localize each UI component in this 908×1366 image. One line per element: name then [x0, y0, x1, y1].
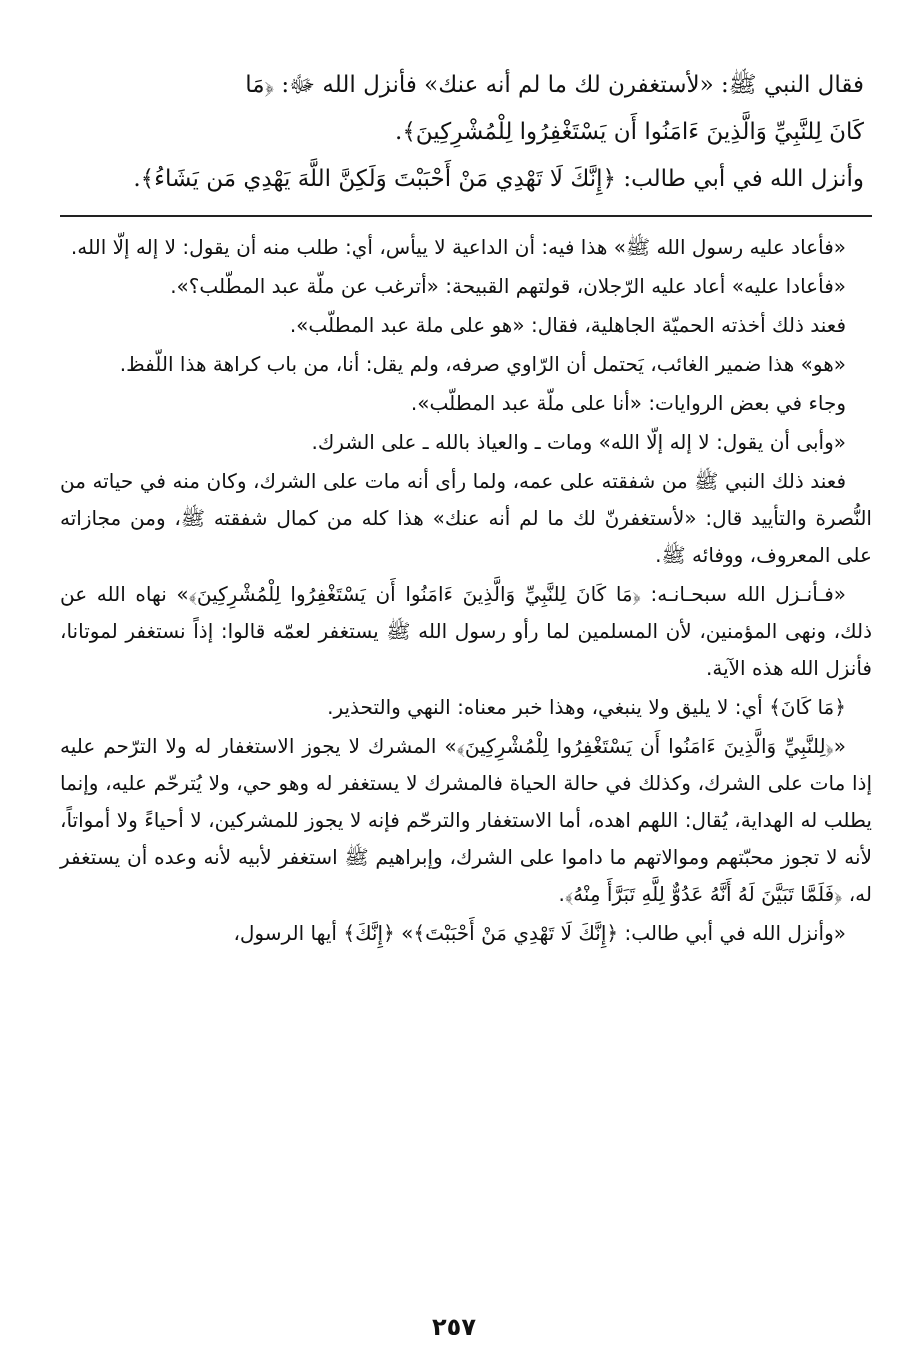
commentary-paragraph: ﴿مَا كَانَ﴾ أي: لا يليق ولا ينبغي، وهذا خبر معناه: النهي والتحذير. — [327, 695, 846, 719]
commentary-paragraph: «﴿لِلنَّبِيِّ وَالَّذِينَ ءَامَنُوا أَن يَسْتَغْفِرُوا لِلْمُشْرِكِينَ﴾» المشرك لا يجوز الاستغفار له ولا الترّحم عليه إذا مات على الشرك، وكذلك في حالة الحياة فالمشرك لا يستغفر له وهو حي، ولا يُترحّم عليه، وإنما يطلب له الهداية، يُقال: اللهم اهده، أما الاستغفار والترحّم فإنه لا يجوز للمشركين، لا أحياءً ولا أمواتاً، لأنه لا تجوز محبّتهم وموالاتهم ما داموا على الشرك، وإبراهيم ﷺ استغفر لأبيه لأنه وعده أن يستغفر له، ﴿فَلَمَّا تَبَيَّنَ لَهُ أَنَّهُ عَدُوٌّ لِلَّهِ تَبَرَّأَ مِنْهُ﴾. — [60, 734, 872, 906]
main-text-line: كَانَ لِلنَّبِيِّ وَالَّذِينَ ءَامَنُوا أَن يَسْتَغْفِرُوا لِلْمُشْرِكِينَ﴾. — [395, 119, 864, 145]
main-text-block — [60, 62, 864, 203]
main-text-line: وأنزل الله في أبي طالب: ﴿إِنَّكَ لَا تَهْدِي مَنْ أَحْبَبْتَ وَلَكِنَّ اللَّهَ يَهْدِي مَن يَشَاءُ﴾. — [133, 166, 864, 192]
commentary-paragraph: «هو» هذا ضمير الغائب، يَحتمل أن الرّاوي صرفه، ولم يقل: أنا، من باب كراهة هذا اللّفظ. — [119, 352, 846, 376]
commentary-paragraph: «فـأنـزل الله سبحـانـه: ﴿مَا كَانَ لِلنَّبِيِّ وَالَّذِينَ ءَامَنُوا أَن يَسْتَغْفِرُوا لِلْمُشْرِكِينَ﴾» نهاه الله عن ذلك، ونهى المؤمنين، لأن المسلمين لما رأو رسول الله ﷺ يستغفر لعمّه قالوا: إذاً نستغفر لموتانا، فأنزل الله هذه الآية. — [60, 582, 872, 680]
main-text-line: فقال النبي ﷺ: «لأستغفرن لك ما لم أنه عنك» فأنزل الله ﷻ: ﴿مَا — [245, 72, 864, 98]
commentary-paragraph: «فأعاد عليه رسول الله ﷺ» هذا فيه: أن الداعية لا ييأس، أي: طلب منه أن يقول: لا إله إلّا الله. — [70, 235, 846, 259]
commentary-paragraph: «وأبى أن يقول: لا إله إلّا الله» ومات ـ والعياذ بالله ـ على الشرك. — [311, 430, 846, 454]
page-number: ٢٥٧ — [432, 1313, 476, 1341]
commentary-paragraph: فعند ذلك النبي ﷺ من شفقته على عمه، ولما رأى أنه مات على الشرك، وكان منه في حياته من النُّصرة والتأييد قال: «لأستغفرنّ لك ما لم أنه عنك» هذا كله من كمال شفقته ﷺ، ومن مجازاته على المعروف، ووفائه ﷺ. — [60, 469, 872, 567]
commentary-block — [60, 229, 872, 952]
section-divider — [60, 215, 872, 217]
commentary-paragraph: «وأنزل الله في أبي طالب: ﴿إِنَّكَ لَا تَهْدِي مَنْ أَحْبَبْتَ﴾» ﴿إِنَّكَ﴾ أيها الرسول، — [233, 921, 846, 945]
book-page — [60, 62, 872, 954]
commentary-paragraph: «فأعادا عليه» أعاد عليه الرّجلان، قولتهم القبيحة: «أترغب عن ملّة عبد المطّلب؟». — [170, 274, 846, 298]
commentary-paragraph: فعند ذلك أخذته الحميّة الجاهلية، فقال: «هو على ملة عبد المطلّب». — [289, 313, 846, 337]
commentary-paragraph: وجاء في بعض الروايات: «أنا على ملّة عبد المطلّب». — [410, 391, 846, 415]
